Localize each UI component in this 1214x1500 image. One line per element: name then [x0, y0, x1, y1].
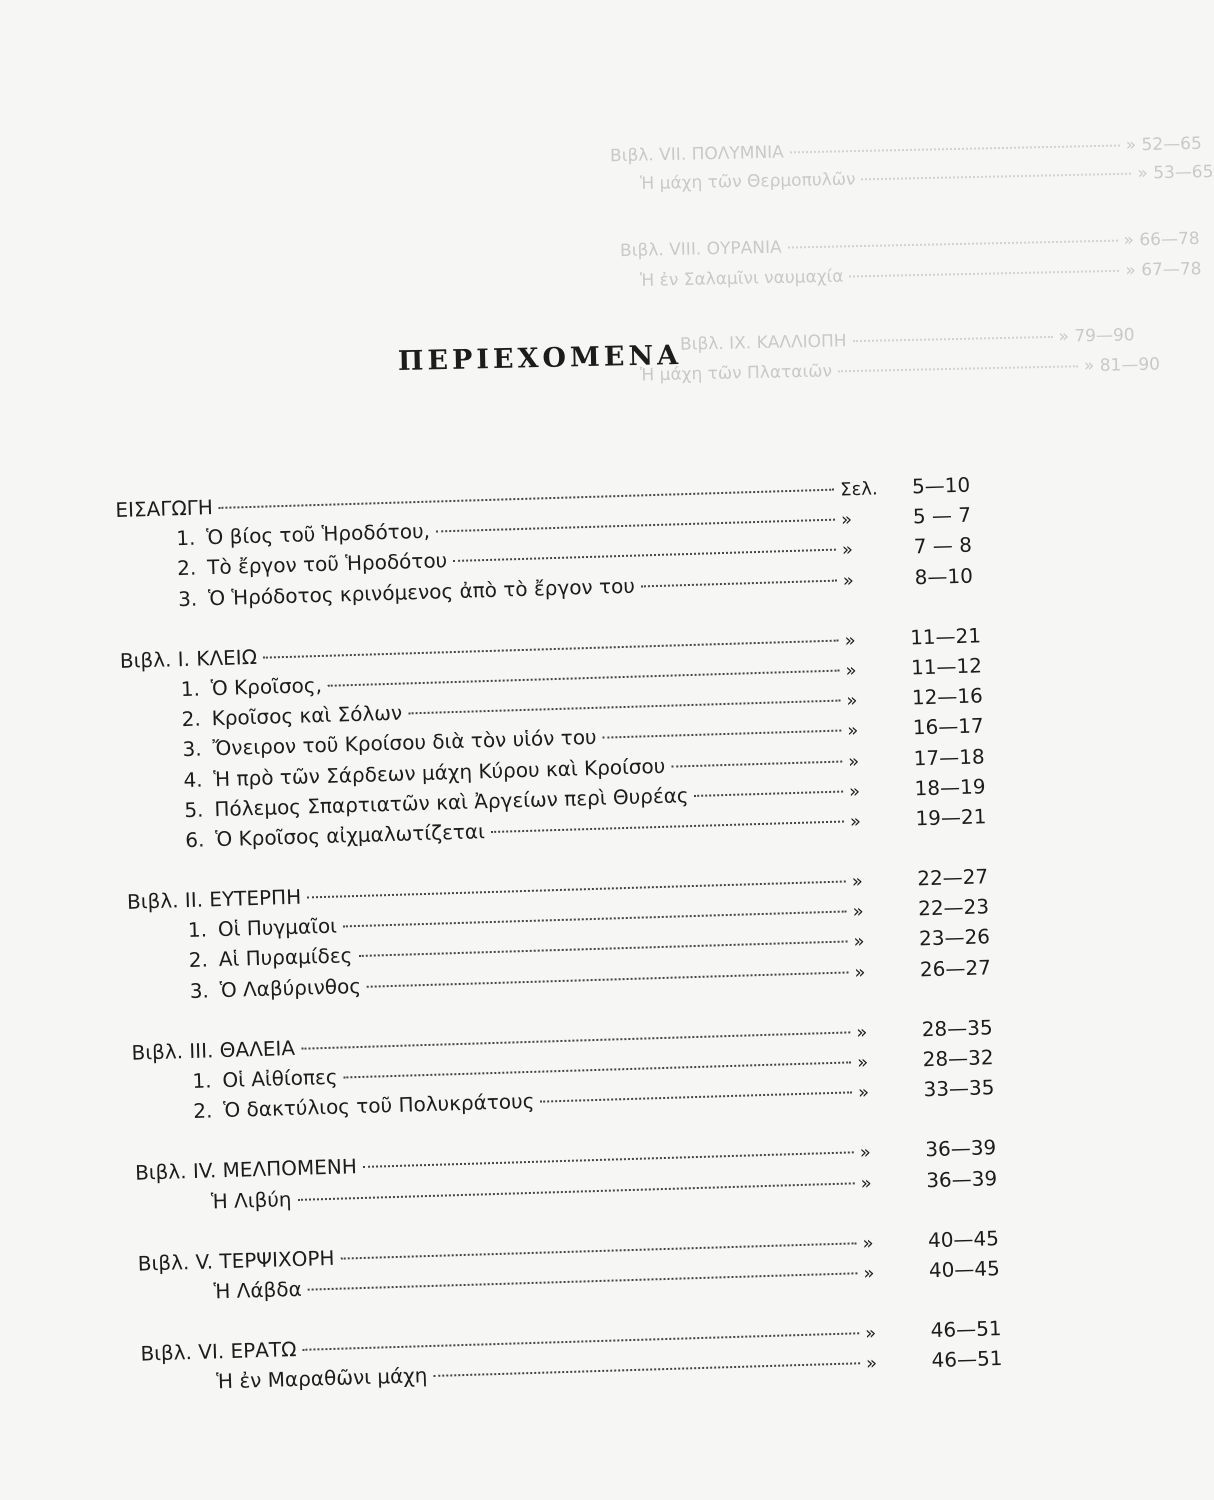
- page-range: 11—12: [910, 653, 983, 680]
- page-range: 23—26: [918, 924, 991, 951]
- entry-number: 3.: [189, 978, 210, 1003]
- page-marker: »: [844, 629, 856, 652]
- page-marker: »: [845, 660, 857, 682]
- toc-section: [127, 861, 1005, 1008]
- page-range: 46—51: [930, 1316, 1002, 1343]
- entry-title: Ὁ βίος τοῦ Ἡροδότου,: [205, 518, 431, 550]
- page-marker: »: [851, 871, 864, 893]
- page-range: 16—17: [912, 713, 985, 740]
- page-marker: »: [865, 1353, 878, 1375]
- page-marker: »: [841, 539, 854, 561]
- section-title: Βιβλ. III. ΘΑΛΕΙΑ: [131, 1035, 296, 1065]
- page-marker: »: [860, 1172, 873, 1194]
- bleed-through-text: Ἡ μάχη τῶν Θερμοπυλῶν » 53—65: [639, 161, 1214, 195]
- section-title: ΕΙΣΑΓΩΓΗ: [115, 495, 214, 522]
- section-title: Βιβλ. IV. ΜΕΛΠΟΜΕΝΗ: [134, 1154, 358, 1186]
- page-marker: »: [842, 569, 855, 592]
- page-marker: »: [854, 961, 866, 983]
- page-marker: »: [840, 509, 853, 531]
- page-marker: »: [862, 1232, 874, 1254]
- entry-title: Ὁ δακτύλιος τοῦ Πολυκράτους: [222, 1089, 535, 1123]
- page-range: 26—27: [919, 954, 992, 981]
- entry-number: 1.: [175, 525, 196, 551]
- page-marker: »: [852, 901, 865, 923]
- entry-title: Ὁ Κροῖσος,: [210, 672, 323, 701]
- entry-number: 5.: [184, 797, 204, 822]
- entry-title: Ἡ Λάβδα: [213, 1276, 303, 1304]
- dot-leader: [453, 549, 836, 562]
- page-title: ΠΕΡΙΕΧΟΜΕΝΑ: [397, 340, 683, 378]
- dot-leader: [363, 1152, 854, 1169]
- entry-title: Ὁ Ἡρόδοτος κρινόμενος ἀπὸ τὸ ἔργον του: [207, 573, 636, 610]
- page-range: 8—10: [914, 563, 974, 589]
- page-range: 11—21: [909, 623, 982, 650]
- dot-leader: [297, 1182, 854, 1201]
- page-range: 40—45: [928, 1256, 1001, 1283]
- dot-leader: [603, 730, 842, 739]
- toc-section: [119, 620, 1000, 857]
- dot-leader: [301, 1031, 850, 1049]
- toc-section: [137, 1222, 1013, 1308]
- entry-title: Οἱ Αἰθίοπες: [222, 1064, 338, 1093]
- toc-section: [115, 469, 993, 616]
- page-marker: »: [847, 750, 860, 772]
- section-title: Βιβλ. VI. ΕΡΑΤΩ: [140, 1337, 297, 1366]
- section-title: Βιβλ. II. ΕΥΤΕΡΠΗ: [126, 884, 302, 914]
- bleed-through-text: Βιβλ. VII. ΠΟΛΥΜΝΙΑ » 52—65: [609, 133, 1203, 167]
- page-marker: »: [848, 780, 861, 803]
- entry-title: Ἡ πρὸ τῶν Σάρδεων μάχη Κύρου καὶ Κροίσου: [213, 753, 666, 791]
- page-range: 33—35: [923, 1075, 995, 1102]
- entry-number: 2.: [192, 1098, 213, 1124]
- entry-number: 2.: [176, 556, 197, 581]
- dot-leader: [328, 670, 840, 687]
- dot-leader: [343, 911, 847, 928]
- entry-number: 1.: [187, 917, 208, 943]
- dot-leader: [695, 790, 844, 796]
- page-range: 46—51: [931, 1346, 1003, 1373]
- table-of-contents: [115, 469, 1017, 1429]
- page-range: 28—35: [921, 1015, 993, 1042]
- page-marker: »: [863, 1262, 875, 1285]
- bleed-through-text: Βιβλ. IX. ΚΑΛΛΙΟΠΗ » 79—90: [679, 325, 1135, 355]
- entry-number: 1.: [180, 676, 201, 702]
- entry-title: Ὁ Λαβύρινθος: [219, 973, 362, 1002]
- dot-leader: [308, 1272, 858, 1290]
- dot-leader: [302, 1332, 859, 1351]
- page-range: 36—39: [924, 1135, 997, 1162]
- section-title: Βιβλ. I. ΚΛΕΙΩ: [119, 644, 258, 673]
- dot-leader: [367, 971, 848, 987]
- entry-number: 3.: [182, 736, 203, 762]
- page-range: 5—10: [911, 472, 971, 499]
- entry-title: Τὸ ἔργον τοῦ Ἡροδότου: [206, 548, 448, 580]
- page-marker: »: [853, 931, 865, 953]
- entry-number: 3.: [177, 586, 198, 611]
- bleed-through-text: Ἡ ἐν Σαλαμῖνι ναυμαχία » 67—78: [639, 259, 1202, 291]
- entry-number: 1.: [192, 1068, 212, 1093]
- entry-title: Οἱ Πυγμαῖοι: [217, 913, 338, 942]
- page-marker: Σελ.: [839, 478, 878, 501]
- entry-title: Ὄνειρον τοῦ Κροίσου διὰ τὸν υἱόν του: [212, 725, 597, 761]
- toc-section: [140, 1313, 1016, 1399]
- toc-section: [131, 1012, 1008, 1128]
- entry-number: 2.: [181, 706, 202, 732]
- page-range: 22—27: [916, 864, 989, 891]
- entry-title: Πόλεμος Σπαρτιατῶν καὶ Ἀργείων περὶ Θυρέας: [213, 782, 689, 821]
- page-range: 19—21: [915, 804, 987, 831]
- dot-leader: [263, 639, 839, 658]
- page-marker: »: [857, 1082, 870, 1104]
- bleed-through-text: Βιβλ. VIII. ΟΥΡΑΝΙΑ » 66—78: [619, 228, 1200, 262]
- page-range: 17—18: [913, 743, 985, 770]
- dot-leader: [408, 700, 840, 715]
- page-marker: »: [859, 1142, 872, 1164]
- bleed-through-text: Ἡ μάχη τῶν Πλαταιῶν » 81—90: [639, 354, 1161, 386]
- dot-leader: [540, 1092, 852, 1103]
- page-marker: »: [855, 1021, 868, 1044]
- page-marker: »: [849, 810, 862, 833]
- entry-title: Ἡ Λιβύη: [210, 1186, 292, 1214]
- page-marker: »: [864, 1322, 877, 1345]
- entry-title: Ὁ Κροῖσος αἰχμαλωτίζεται: [214, 819, 486, 852]
- dot-leader: [491, 820, 844, 832]
- page-range: 22—23: [917, 894, 990, 921]
- page-marker: »: [846, 690, 858, 712]
- page-range: 18—19: [914, 773, 986, 801]
- page-marker: »: [856, 1051, 869, 1074]
- entry-title: Ἡ ἐν Μαραθῶνι μάχη: [215, 1363, 428, 1394]
- page-range: 36—39: [925, 1165, 998, 1192]
- toc-section: [135, 1132, 1011, 1218]
- dot-leader: [436, 519, 835, 533]
- dot-leader: [344, 1061, 852, 1078]
- dot-leader: [340, 1242, 856, 1259]
- entry-title: Αἱ Πυραμίδες: [218, 943, 353, 972]
- dot-leader: [307, 881, 846, 899]
- entry-number: 4.: [183, 767, 203, 792]
- dot-leader: [641, 579, 837, 587]
- dot-leader: [671, 760, 842, 767]
- entry-number: 6.: [184, 827, 205, 852]
- page-marker: »: [847, 720, 859, 742]
- entry-number: 2.: [188, 947, 209, 973]
- entry-title: Κροῖσος καὶ Σόλων: [211, 700, 403, 731]
- page-range: 5 — 7: [912, 502, 972, 529]
- page-range: 40—45: [927, 1225, 1000, 1252]
- page-range: 12—16: [911, 683, 984, 710]
- page-range: 7 — 8: [913, 532, 973, 559]
- dot-leader: [358, 941, 847, 958]
- dot-leader: [433, 1363, 860, 1378]
- section-title: Βιβλ. V. ΤΕΡΨΙΧΟΡΗ: [137, 1245, 335, 1276]
- page-range: 28—32: [922, 1045, 994, 1072]
